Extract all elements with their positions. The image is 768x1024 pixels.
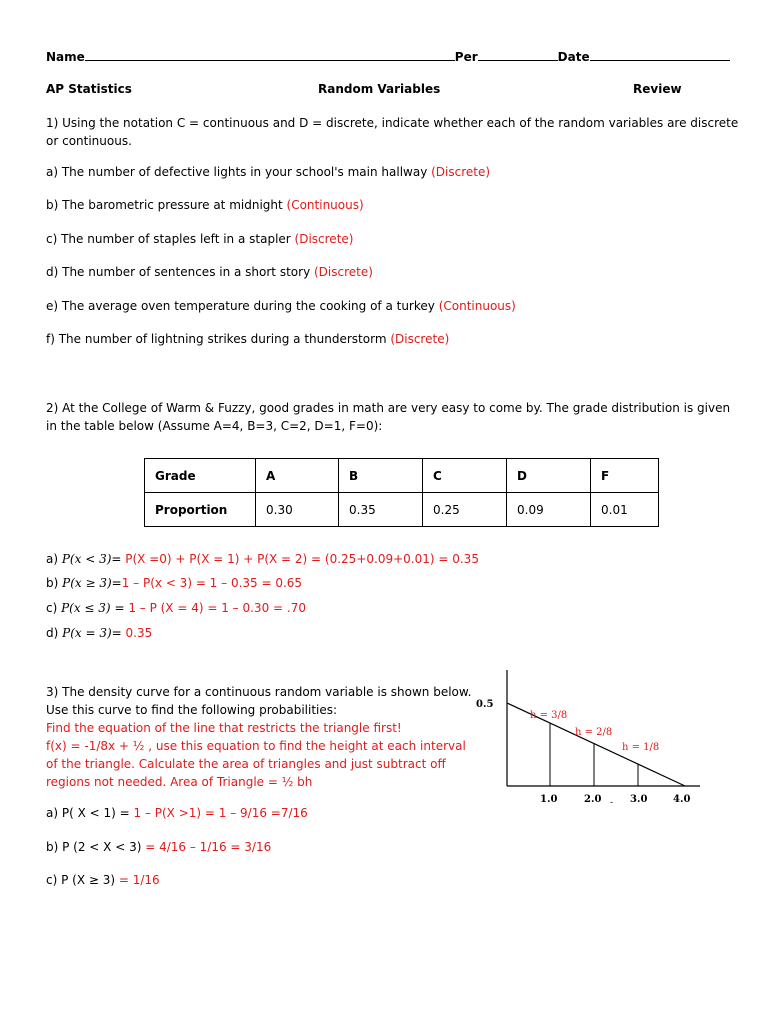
q3-hint-4: regions not needed. Area of Triangle = ½ bh <box>46 775 313 789</box>
q2-part-d: d) P(x = 3)= 0.35 <box>46 626 153 640</box>
q2-part-c: c) P(x ≤ 3) = 1 – P (X = 4) = 1 – 0.30 = .70 <box>46 601 306 615</box>
q2-part-a: a) P(x < 3)= P(X =0) + P(X = 1) + P(X = 2) = (0.25+0.09+0.01) = 0.35 <box>46 552 479 566</box>
q1-answer-b: (Continuous) <box>286 198 364 212</box>
q1-answer-a: (Discrete) <box>431 165 491 179</box>
q3-part-a: a) P( X < 1) = 1 – P(X >1) = 1 – 9/16 =7/16 <box>46 806 308 820</box>
table-cell: 0.25 <box>423 493 507 527</box>
table-cell: 0.09 <box>507 493 591 527</box>
table-cell: F <box>591 459 659 493</box>
q1-answer-e: (Continuous) <box>438 299 516 313</box>
q3-prompt-2: Use this curve to find the following probabilities: <box>46 703 338 717</box>
q1-answer-f: (Discrete) <box>390 332 450 346</box>
height-label-1: h = 3/8 <box>530 710 568 721</box>
q1-item-c: c) The number of staples left in a stapler (Discrete) <box>46 232 354 246</box>
table-row <box>145 493 659 527</box>
date-field[interactable] <box>590 48 730 61</box>
density-curve-graph <box>470 665 720 815</box>
q3-hint-1: Find the equation of the line that restricts the triangle first! <box>46 721 402 735</box>
x-tick-2: 2.0 <box>584 794 602 805</box>
table-cell: A <box>256 459 339 493</box>
q1-prompt-1: 1) Using the notation C = continuous and D = discrete, indicate whether each of the random variables are discrete <box>46 116 739 130</box>
x-tick-1: 1.0 <box>540 794 558 805</box>
name-field[interactable] <box>85 48 455 61</box>
q1-answer-d: (Discrete) <box>313 265 373 279</box>
x-tick-4: 4.0 <box>673 794 691 805</box>
topic-title: Random Variables <box>318 82 441 96</box>
table-cell: 0.01 <box>591 493 659 527</box>
table-row <box>145 459 659 493</box>
y-label: 0.5 <box>476 699 494 710</box>
table-cell: 0.35 <box>339 493 423 527</box>
minus-mark: - <box>610 798 614 808</box>
q1-item-d: d) The number of sentences in a short story (Discrete) <box>46 265 373 279</box>
q3-prompt-1: 3) The density curve for a continuous random variable is shown below. <box>46 685 472 699</box>
table-cell: C <box>423 459 507 493</box>
q3-part-b: b) P (2 < X < 3) = 4/16 – 1/16 = 3/16 <box>46 840 272 854</box>
height-label-3: h = 1/8 <box>622 742 660 753</box>
per-label: Per <box>454 50 478 64</box>
name-label: Name <box>46 50 85 64</box>
q3-hint-2: f(x) = -1/8x + ½ , use this equation to find the height at each interval <box>46 739 466 753</box>
course-title: AP Statistics <box>46 82 132 96</box>
table-cell: Grade <box>145 459 256 493</box>
table-cell: D <box>507 459 591 493</box>
q1-item-e: e) The average oven temperature during the cooking of a turkey (Continuous) <box>46 299 516 313</box>
q2-part-b: b) P(x ≥ 3)=1 – P(x < 3) = 1 – 0.35 = 0.65 <box>46 576 303 590</box>
q1-item-f: f) The number of lightning strikes during a thunderstorm (Discrete) <box>46 332 450 346</box>
q2-prompt-1: 2) At the College of Warm & Fuzzy, good grades in math are very easy to come by. The grade distribution is given <box>46 401 731 415</box>
q3-part-c: c) P (X ≥ 3) = 1/16 <box>46 873 160 887</box>
grade-table <box>144 458 659 527</box>
review-title: Review <box>633 82 682 96</box>
height-label-2: h = 2/8 <box>575 727 613 738</box>
q1-answer-c: (Discrete) <box>294 232 354 246</box>
q1-prompt-2: or continuous. <box>46 134 132 148</box>
table-cell: 0.30 <box>256 493 339 527</box>
q2-prompt-2: in the table below (Assume A=4, B=3, C=2, D=1, F=0): <box>46 419 383 433</box>
table-cell: Proportion <box>145 493 256 527</box>
header-line <box>46 48 730 64</box>
q1-item-b: b) The barometric pressure at midnight (Continuous) <box>46 198 364 212</box>
per-field[interactable] <box>478 48 558 61</box>
x-tick-3: 3.0 <box>630 794 648 805</box>
q1-item-a: a) The number of defective lights in your school's main hallway (Discrete) <box>46 165 491 179</box>
date-label: Date <box>557 50 590 64</box>
q3-hint-3: of the triangle. Calculate the area of triangles and just subtract off <box>46 757 446 771</box>
table-cell: B <box>339 459 423 493</box>
